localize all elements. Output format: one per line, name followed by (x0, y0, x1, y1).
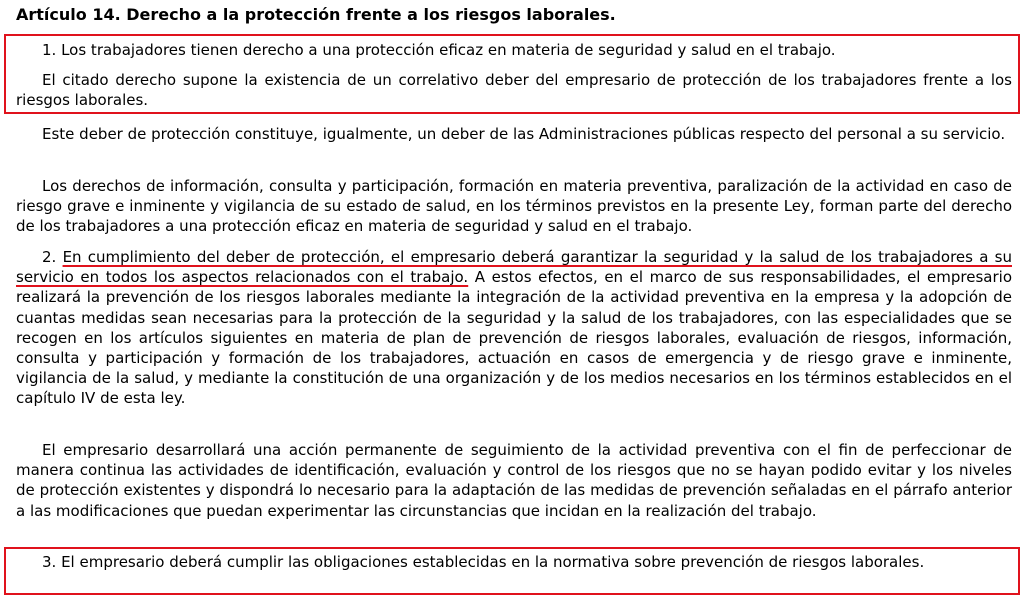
paragraph-2 (16, 70, 1012, 110)
article-title: Artículo 14. Derecho a la protección frente a los riesgos laborales. (16, 5, 616, 24)
paragraph-5-number: 2. (42, 248, 63, 266)
paragraph-5-underlined-text: En cumplimiento del deber de protección, el empresario deberá garantizar la seguridad y la salud de los trabajadores a su servicio en todos los aspectos relacionados con el trabajo. (16, 248, 1012, 287)
paragraph-7 (16, 552, 1012, 572)
paragraph-5 (16, 247, 1012, 409)
paragraph-6-text: El empresario desarrollará una acción permanente de seguimiento de la actividad preventiva con el fin de perfeccionar de manera continua las actividades de identificación, evaluación y control de los riesgos que no se hayan podido evitar y los niveles de protección existentes y dispondrá lo necesario para la adaptación de las medidas de prevención señaladas en el párrafo anterior a las modificaciones que puedan experimentar las circunstancias que incidan en la realización del trabajo. (16, 441, 1012, 520)
paragraph-1: 1. Los trabajadores tienen derecho a una protección eficaz en materia de seguridad y salud en el trabajo. (42, 41, 836, 59)
paragraph-7-text: 3. El empresario deberá cumplir las obligaciones establecidas en la normativa sobre prevención de riesgos laborales. (42, 553, 925, 571)
paragraph-4 (16, 176, 1012, 237)
paragraph-2-text: El citado derecho supone la existencia de un correlativo deber del empresario de protección de los trabajadores frente a los riesgos laborales. (16, 71, 1012, 110)
paragraph-3 (16, 124, 1012, 144)
paragraph-6 (16, 440, 1012, 521)
paragraph-5-rest: A estos efectos, en el marco de sus responsabilidades, el empresario realizará la prevención de los riesgos laborales mediante la integración de la actividad preventiva en la empresa y la adopción de cuantas medidas sean necesarias para la protección de la seguridad y la salud de los trabajadores, con las especialidades que se recogen en los artículos siguientes en materia de plan de prevención de riesgos laborales, evaluación de riesgos, información, consulta y participación y formación de los trabajadores, actuación en casos de emergencia y de riesgo grave e inminente, vigilancia de la salud, y mediante la constitución de una organización y de los medios necesarios en los términos establecidos en el capítulo IV de esta ley. (16, 268, 1012, 408)
paragraph-4-text: Los derechos de información, consulta y participación, formación en materia preventiva, paralización de la actividad en caso de riesgo grave e inminente y vigilancia de su estado de salud, en los términos previstos en la presente Ley, forman parte del derecho de los trabajadores a una protección eficaz en materia de seguridad y salud en el trabajo. (16, 177, 1012, 236)
paragraph-3-text: Este deber de protección constituye, igualmente, un deber de las Administraciones públicas respecto del personal a su servicio. (42, 125, 1006, 143)
